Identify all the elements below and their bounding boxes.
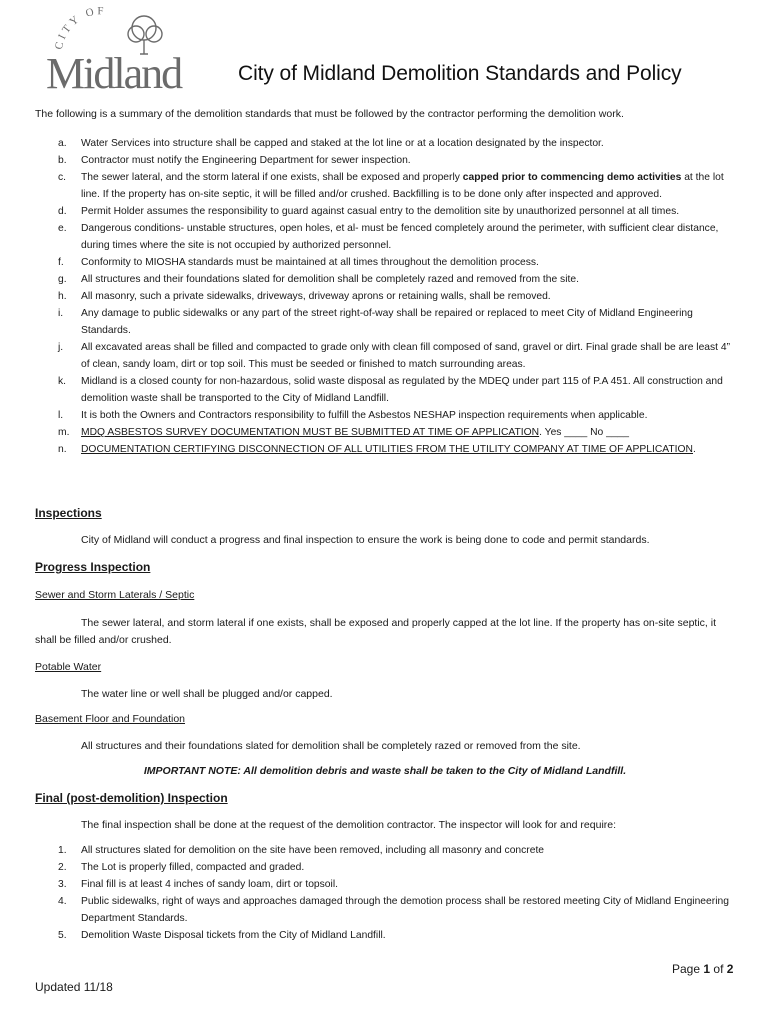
progress-inspection-heading: Progress Inspection	[35, 560, 151, 574]
list-marker: e.	[58, 223, 67, 234]
list-marker: d.	[58, 206, 67, 217]
list-text: Water Services into structure shall be capped and staked at the lot line or at a location designated by the inspector.	[81, 138, 604, 149]
list-item	[58, 288, 738, 305]
list-item	[58, 203, 738, 220]
final-inspection-heading: Final (post-demolition) Inspection	[35, 791, 228, 805]
city-logo-graphic	[44, 6, 186, 94]
list-marker: b.	[58, 155, 67, 166]
text-segment: at the lot line. If the property has on-site septic, it will be filled and/or crushed. Backfilling is to be done only after inspected and approved.	[81, 172, 724, 200]
list-text: All structures slated for demolition on the site have been removed, including all masonry and concrete	[81, 845, 545, 856]
basement-subheading: Basement Floor and Foundation	[35, 713, 186, 725]
page-number	[672, 962, 733, 976]
potable-water-text: The water line or well shall be plugged and/or capped.	[81, 688, 333, 700]
list-text	[81, 441, 738, 458]
list-marker: 3.	[58, 879, 67, 890]
city-logo	[44, 6, 186, 94]
list-item	[58, 842, 738, 859]
list-marker: 5.	[58, 930, 67, 941]
laterals-subheading: Sewer and Storm Laterals / Septic	[35, 589, 195, 601]
inspections-text: City of Midland will conduct a progress and final inspection to ensure the work is being done to code and permit standards.	[81, 534, 650, 546]
list-text: All excavated areas shall be filled and compacted to grade only with clean fill composed of sand, gravel or dirt. Final grade shall be are least 4” of clean, sandy loam, dirt or top soil. This must be seeded or finished to match surrounding areas.	[81, 342, 731, 370]
requirements-list	[58, 135, 738, 458]
text-segment: .	[692, 444, 696, 455]
list-item	[58, 169, 738, 203]
list-marker: g.	[58, 274, 67, 285]
list-text: Final fill is at least 4 inches of sandy loam, dirt or topsoil.	[81, 879, 338, 890]
summary-paragraph: The following is a summary of the demolition standards that must be followed by the contractor performing the demolition work.	[35, 108, 624, 120]
list-item	[58, 893, 738, 927]
final-intro-text: The final inspection shall be done at the request of the demolition contractor. The inspector will look for and require:	[81, 819, 617, 831]
bold-text: capped prior to commencing demo activities	[462, 172, 682, 183]
list-item	[58, 339, 738, 373]
list-marker: 1.	[58, 845, 67, 856]
page-of: of	[713, 962, 724, 976]
list-marker: c.	[58, 172, 67, 183]
list-text	[81, 424, 738, 441]
potable-water-subheading: Potable Water	[35, 661, 102, 673]
list-text: The Lot is properly filled, compacted and graded.	[81, 862, 305, 873]
list-text	[81, 169, 738, 203]
list-text: Conformity to MIOSHA standards must be maintained at all times throughout the demolition process.	[81, 257, 539, 268]
inspections-heading: Inspections	[35, 506, 102, 520]
list-marker: k.	[58, 376, 67, 387]
list-text: Dangerous conditions- unstable structures, open holes, et al- must be fenced completely around the perimeter, with sufficient clear distance, during times where the site is not occupied by authorized personnel.	[81, 223, 719, 251]
list-item	[58, 876, 738, 893]
list-text: Contractor must notify the Engineering Department for sewer inspection.	[81, 155, 411, 166]
list-text: Midland is a closed county for non-hazardous, solid waste disposal as regulated by the MDEQ under part 115 of P.A 451. All construction and demolition waste shall be transported to the City of Midland Landfill.	[81, 376, 723, 404]
list-item	[58, 373, 738, 407]
list-marker: a.	[58, 138, 67, 149]
page-current: 1	[703, 962, 711, 976]
list-marker: m.	[58, 427, 70, 438]
list-marker: 4.	[58, 896, 67, 907]
list-item	[58, 271, 738, 288]
list-text: Public sidewalks, right of ways and approaches damaged through the demotion process shall be restored meeting City of Midland Engineering Department Standards.	[81, 896, 729, 924]
list-marker: h.	[58, 291, 67, 302]
list-item	[58, 152, 738, 169]
list-text: Demolition Waste Disposal tickets from the City of Midland Landfill.	[81, 930, 386, 941]
final-requirements-list	[58, 842, 738, 944]
list-marker: f.	[58, 257, 64, 268]
list-text: All masonry, such a private sidewalks, driveways, driveway aprons or retaining walls, shall be removed.	[81, 291, 551, 302]
underlined-text: DOCUMENTATION CERTIFYING DISCONNECTION OF ALL UTILITIES FROM THE UTILITY COMPANY AT TIME OF APPLICATION	[81, 444, 693, 455]
logo-wordmark: Midland	[46, 49, 182, 94]
basement-text: All structures and their foundations slated for demolition shall be completely razed or removed from the site.	[81, 740, 581, 752]
list-item	[58, 927, 738, 944]
list-marker: j.	[58, 342, 64, 353]
list-item	[58, 407, 738, 424]
laterals-text: The sewer lateral, and storm lateral if one exists, shall be exposed and properly capped at the lot line. If the property has on-site septic, it shall be filled and/or crushed.	[35, 617, 717, 646]
list-item	[58, 220, 738, 254]
underlined-text: MDQ ASBESTOS SURVEY DOCUMENTATION MUST BE SUBMITTED AT TIME OF APPLICATION	[81, 427, 540, 438]
list-text: It is both the Owners and Contractors responsibility to fulfill the Asbestos NESHAP inspection requirements when applicable.	[81, 410, 648, 421]
list-item	[58, 424, 738, 441]
list-text: Any damage to public sidewalks or any part of the street right-of-way shall be repaired or replaced to meet City of Midland Engineering Standards.	[81, 308, 693, 336]
list-item	[58, 305, 738, 339]
list-item	[58, 859, 738, 876]
list-marker: n.	[58, 444, 67, 455]
list-marker: i.	[58, 308, 64, 319]
list-text: All structures and their foundations slated for demolition shall be completely razed and removed from the site.	[81, 274, 579, 285]
list-item	[58, 254, 738, 271]
list-marker: 2.	[58, 862, 67, 873]
document-title: City of Midland Demolition Standards and Policy	[238, 62, 682, 85]
list-marker: l.	[58, 410, 64, 421]
list-text: Permit Holder assumes the responsibility to guard against casual entry to the demolition site by unauthorized personnel at all times.	[81, 206, 680, 217]
text-segment: . Yes ____ No ____	[539, 427, 630, 438]
list-item	[58, 441, 738, 458]
important-note: IMPORTANT NOTE: All demolition debris and waste shall be taken to the City of Midland Landfill.	[143, 765, 627, 777]
list-item	[58, 135, 738, 152]
page-word: Page	[672, 962, 701, 976]
page-total: 2	[726, 962, 734, 976]
logo-arc-text: CITY OF	[52, 6, 107, 51]
text-segment: The sewer lateral, and the storm lateral if one exists, shall be exposed and properly	[81, 172, 463, 183]
updated-date: Updated 11/18	[35, 980, 113, 994]
